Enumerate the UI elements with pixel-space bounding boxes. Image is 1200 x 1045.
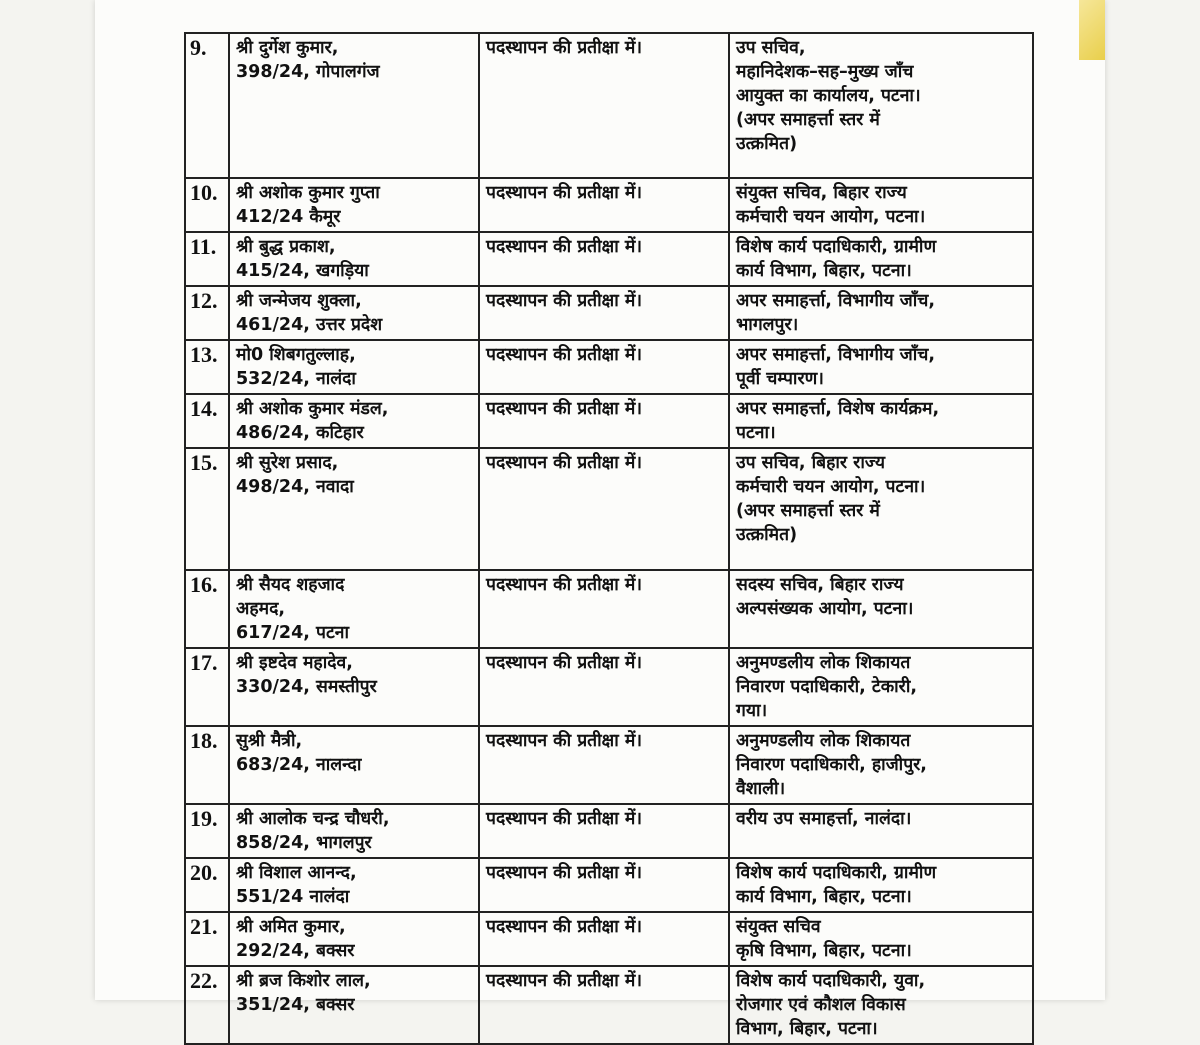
current-status-line: पदस्थापन की प्रतीक्षा में। — [486, 653, 642, 673]
table-row — [185, 232, 1033, 286]
table-row — [185, 570, 1033, 648]
serial-number: 9. — [185, 33, 229, 178]
officer-name-line: 330/24, समस्तीपुर — [236, 677, 377, 697]
new-posting — [729, 648, 1033, 726]
officer-name-line: 412/24 कैमूर — [236, 207, 341, 227]
new-posting-line: कार्य विभाग, बिहार, पटना। — [736, 261, 912, 281]
officer-name-line: 292/24, बक्सर — [236, 941, 355, 961]
new-posting-line: रोजगार एवं कौशल विकास — [736, 995, 906, 1015]
serial-number: 15. — [185, 448, 229, 570]
new-posting-line: (अपर समाहर्त्ता स्तर में — [736, 501, 880, 521]
new-posting — [729, 340, 1033, 394]
officer-name-line: 617/24, पटना — [236, 623, 350, 643]
current-status — [479, 804, 729, 858]
new-posting-line: उत्क्रमित) — [736, 134, 798, 154]
table-row — [185, 648, 1033, 726]
new-posting-line: अपर समाहर्त्ता, विभागीय जाँच, — [736, 345, 936, 365]
current-status-line: पदस्थापन की प्रतीक्षा में। — [486, 731, 642, 751]
officer-name — [229, 804, 479, 858]
new-posting-line: अल्पसंख्यक आयोग, पटना। — [736, 599, 914, 619]
new-posting-line: सदस्य सचिव, बिहार राज्य — [736, 575, 904, 595]
current-status-line: पदस्थापन की प्रतीक्षा में। — [486, 971, 642, 991]
current-status — [479, 912, 729, 966]
new-posting — [729, 570, 1033, 648]
current-status — [479, 340, 729, 394]
officer-name — [229, 286, 479, 340]
new-posting — [729, 726, 1033, 804]
current-status-line: पदस्थापन की प्रतीक्षा में। — [486, 575, 642, 595]
posting-table — [184, 32, 1034, 1045]
serial-number: 16. — [185, 570, 229, 648]
officer-name-line: श्री दुर्गेश कुमार, — [236, 38, 339, 58]
new-posting-line: संयुक्त सचिव — [736, 917, 821, 937]
officer-name-line: श्री अशोक कुमार गुप्ता — [236, 183, 380, 203]
officer-name — [229, 912, 479, 966]
officer-name — [229, 858, 479, 912]
new-posting-line: उप सचिव, बिहार राज्य — [736, 453, 886, 473]
current-status-line: पदस्थापन की प्रतीक्षा में। — [486, 291, 642, 311]
table-row — [185, 858, 1033, 912]
new-posting-line: आयुक्त का कार्यालय, पटना। — [736, 86, 921, 106]
new-posting-line: पूर्वी चम्पारण। — [736, 369, 824, 389]
new-posting-line: गया। — [736, 701, 768, 721]
new-posting — [729, 394, 1033, 448]
serial-number: 11. — [185, 232, 229, 286]
officer-name-line: 398/24, गोपालगंज — [236, 62, 380, 82]
table-row — [185, 726, 1033, 804]
new-posting-line: कर्मचारी चयन आयोग, पटना। — [736, 207, 926, 227]
officer-name-line: श्री अमित कुमार, — [236, 917, 346, 937]
officer-name — [229, 33, 479, 178]
serial-number: 18. — [185, 726, 229, 804]
table-row — [185, 286, 1033, 340]
new-posting-line: अनुमण्डलीय लोक शिकायत — [736, 653, 911, 673]
officer-name-line: 551/24 नालंदा — [236, 887, 350, 907]
officer-name-line: श्री ब्रज किशोर लाल, — [236, 971, 371, 991]
current-status — [479, 286, 729, 340]
officer-name-line: श्री आलोक चन्द्र चौधरी, — [236, 809, 390, 829]
officer-name-line: 858/24, भागलपुर — [236, 833, 372, 853]
current-status — [479, 448, 729, 570]
current-status — [479, 33, 729, 178]
current-status-line: पदस्थापन की प्रतीक्षा में। — [486, 917, 642, 937]
serial-number: 20. — [185, 858, 229, 912]
serial-number: 10. — [185, 178, 229, 232]
officer-name — [229, 726, 479, 804]
corner-tab — [1079, 0, 1105, 60]
officer-name-line: 532/24, नालंदा — [236, 369, 356, 389]
new-posting — [729, 804, 1033, 858]
new-posting-line: अनुमण्डलीय लोक शिकायत — [736, 731, 911, 751]
officer-name-line: 683/24, नालन्दा — [236, 755, 362, 775]
officer-name-line: 498/24, नवादा — [236, 477, 354, 497]
officer-name — [229, 340, 479, 394]
table-row — [185, 33, 1033, 178]
new-posting — [729, 232, 1033, 286]
current-status — [479, 726, 729, 804]
current-status-line: पदस्थापन की प्रतीक्षा में। — [486, 183, 642, 203]
new-posting-line: वैशाली। — [736, 779, 786, 799]
serial-number: 19. — [185, 804, 229, 858]
new-posting-line: पटना। — [736, 423, 776, 443]
current-status — [479, 394, 729, 448]
officer-name-line: 415/24, खगड़िया — [236, 261, 369, 281]
current-status-line: पदस्थापन की प्रतीक्षा में। — [486, 809, 642, 829]
current-status — [479, 178, 729, 232]
new-posting-line: वरीय उप समाहर्त्ता, नालंदा। — [736, 809, 912, 829]
officer-name-line: श्री बुद्ध प्रकाश, — [236, 237, 336, 257]
officer-name — [229, 232, 479, 286]
new-posting-line: कर्मचारी चयन आयोग, पटना। — [736, 477, 926, 497]
officer-name-line: श्री विशाल आनन्द, — [236, 863, 357, 883]
officer-name-line: सुश्री मैत्री, — [236, 731, 303, 751]
table-row — [185, 340, 1033, 394]
new-posting — [729, 912, 1033, 966]
new-posting — [729, 448, 1033, 570]
current-status-line: पदस्थापन की प्रतीक्षा में। — [486, 399, 642, 419]
serial-number: 21. — [185, 912, 229, 966]
current-status-line: पदस्थापन की प्रतीक्षा में। — [486, 237, 642, 257]
new-posting-line: विशेष कार्य पदाधिकारी, ग्रामीण — [736, 863, 937, 883]
current-status — [479, 648, 729, 726]
new-posting-line: अपर समाहर्त्ता, विभागीय जाँच, — [736, 291, 936, 311]
officer-name-line: 461/24, उत्तर प्रदेश — [236, 315, 383, 335]
serial-number: 14. — [185, 394, 229, 448]
officer-name-line: श्री इष्टदेव महादेव, — [236, 653, 353, 673]
new-posting-line: विशेष कार्य पदाधिकारी, युवा, — [736, 971, 926, 991]
officer-name-line: श्री जन्मेजय शुक्ला, — [236, 291, 362, 311]
posting-table-body — [185, 33, 1033, 1044]
officer-name — [229, 570, 479, 648]
new-posting-line: विभाग, बिहार, पटना। — [736, 1019, 878, 1039]
serial-number: 12. — [185, 286, 229, 340]
officer-name-line: मो0 शिबगतुल्लाह, — [236, 345, 356, 365]
current-status-line: पदस्थापन की प्रतीक्षा में। — [486, 863, 642, 883]
current-status — [479, 570, 729, 648]
new-posting-line: भागलपुर। — [736, 315, 799, 335]
new-posting-line: निवारण पदाधिकारी, हाजीपुर, — [736, 755, 927, 775]
serial-number: 17. — [185, 648, 229, 726]
new-posting-line: संयुक्त सचिव, बिहार राज्य — [736, 183, 907, 203]
new-posting-line: कार्य विभाग, बिहार, पटना। — [736, 887, 912, 907]
table-row — [185, 178, 1033, 232]
new-posting-line: उत्क्रमित) — [736, 525, 798, 545]
new-posting-line: निवारण पदाधिकारी, टेकारी, — [736, 677, 918, 697]
officer-name-line: 486/24, कटिहार — [236, 423, 364, 443]
new-posting-line: अपर समाहर्त्ता, विशेष कार्यक्रम, — [736, 399, 940, 419]
table-row — [185, 804, 1033, 858]
officer-name-line: 351/24, बक्सर — [236, 995, 355, 1015]
new-posting-line: विशेष कार्य पदाधिकारी, ग्रामीण — [736, 237, 937, 257]
officer-name — [229, 394, 479, 448]
current-status-line: पदस्थापन की प्रतीक्षा में। — [486, 345, 642, 365]
serial-number: 13. — [185, 340, 229, 394]
officer-name-line: श्री अशोक कुमार मंडल, — [236, 399, 389, 419]
new-posting-line: महानिदेशक–सह–मुख्य जाँच — [736, 62, 914, 82]
table-row — [185, 394, 1033, 448]
table-row — [185, 912, 1033, 966]
new-posting-line: कृषि विभाग, बिहार, पटना। — [736, 941, 912, 961]
new-posting — [729, 178, 1033, 232]
officer-name — [229, 966, 479, 1044]
officer-name-line: श्री सुरेश प्रसाद, — [236, 453, 339, 473]
new-posting-line: उप सचिव, — [736, 38, 806, 58]
new-posting — [729, 33, 1033, 178]
new-posting-line: (अपर समाहर्त्ता स्तर में — [736, 110, 880, 130]
new-posting — [729, 286, 1033, 340]
officer-name — [229, 178, 479, 232]
new-posting — [729, 966, 1033, 1044]
serial-number: 22. — [185, 966, 229, 1044]
current-status-line: पदस्थापन की प्रतीक्षा में। — [486, 453, 642, 473]
officer-name — [229, 448, 479, 570]
current-status-line: पदस्थापन की प्रतीक्षा में। — [486, 38, 642, 58]
current-status — [479, 966, 729, 1044]
new-posting — [729, 858, 1033, 912]
table-row — [185, 966, 1033, 1044]
officer-name-line: अहमद, — [236, 599, 286, 619]
current-status — [479, 858, 729, 912]
current-status — [479, 232, 729, 286]
table-row — [185, 448, 1033, 570]
officer-name — [229, 648, 479, 726]
officer-name-line: श्री सैयद शहजाद — [236, 575, 345, 595]
